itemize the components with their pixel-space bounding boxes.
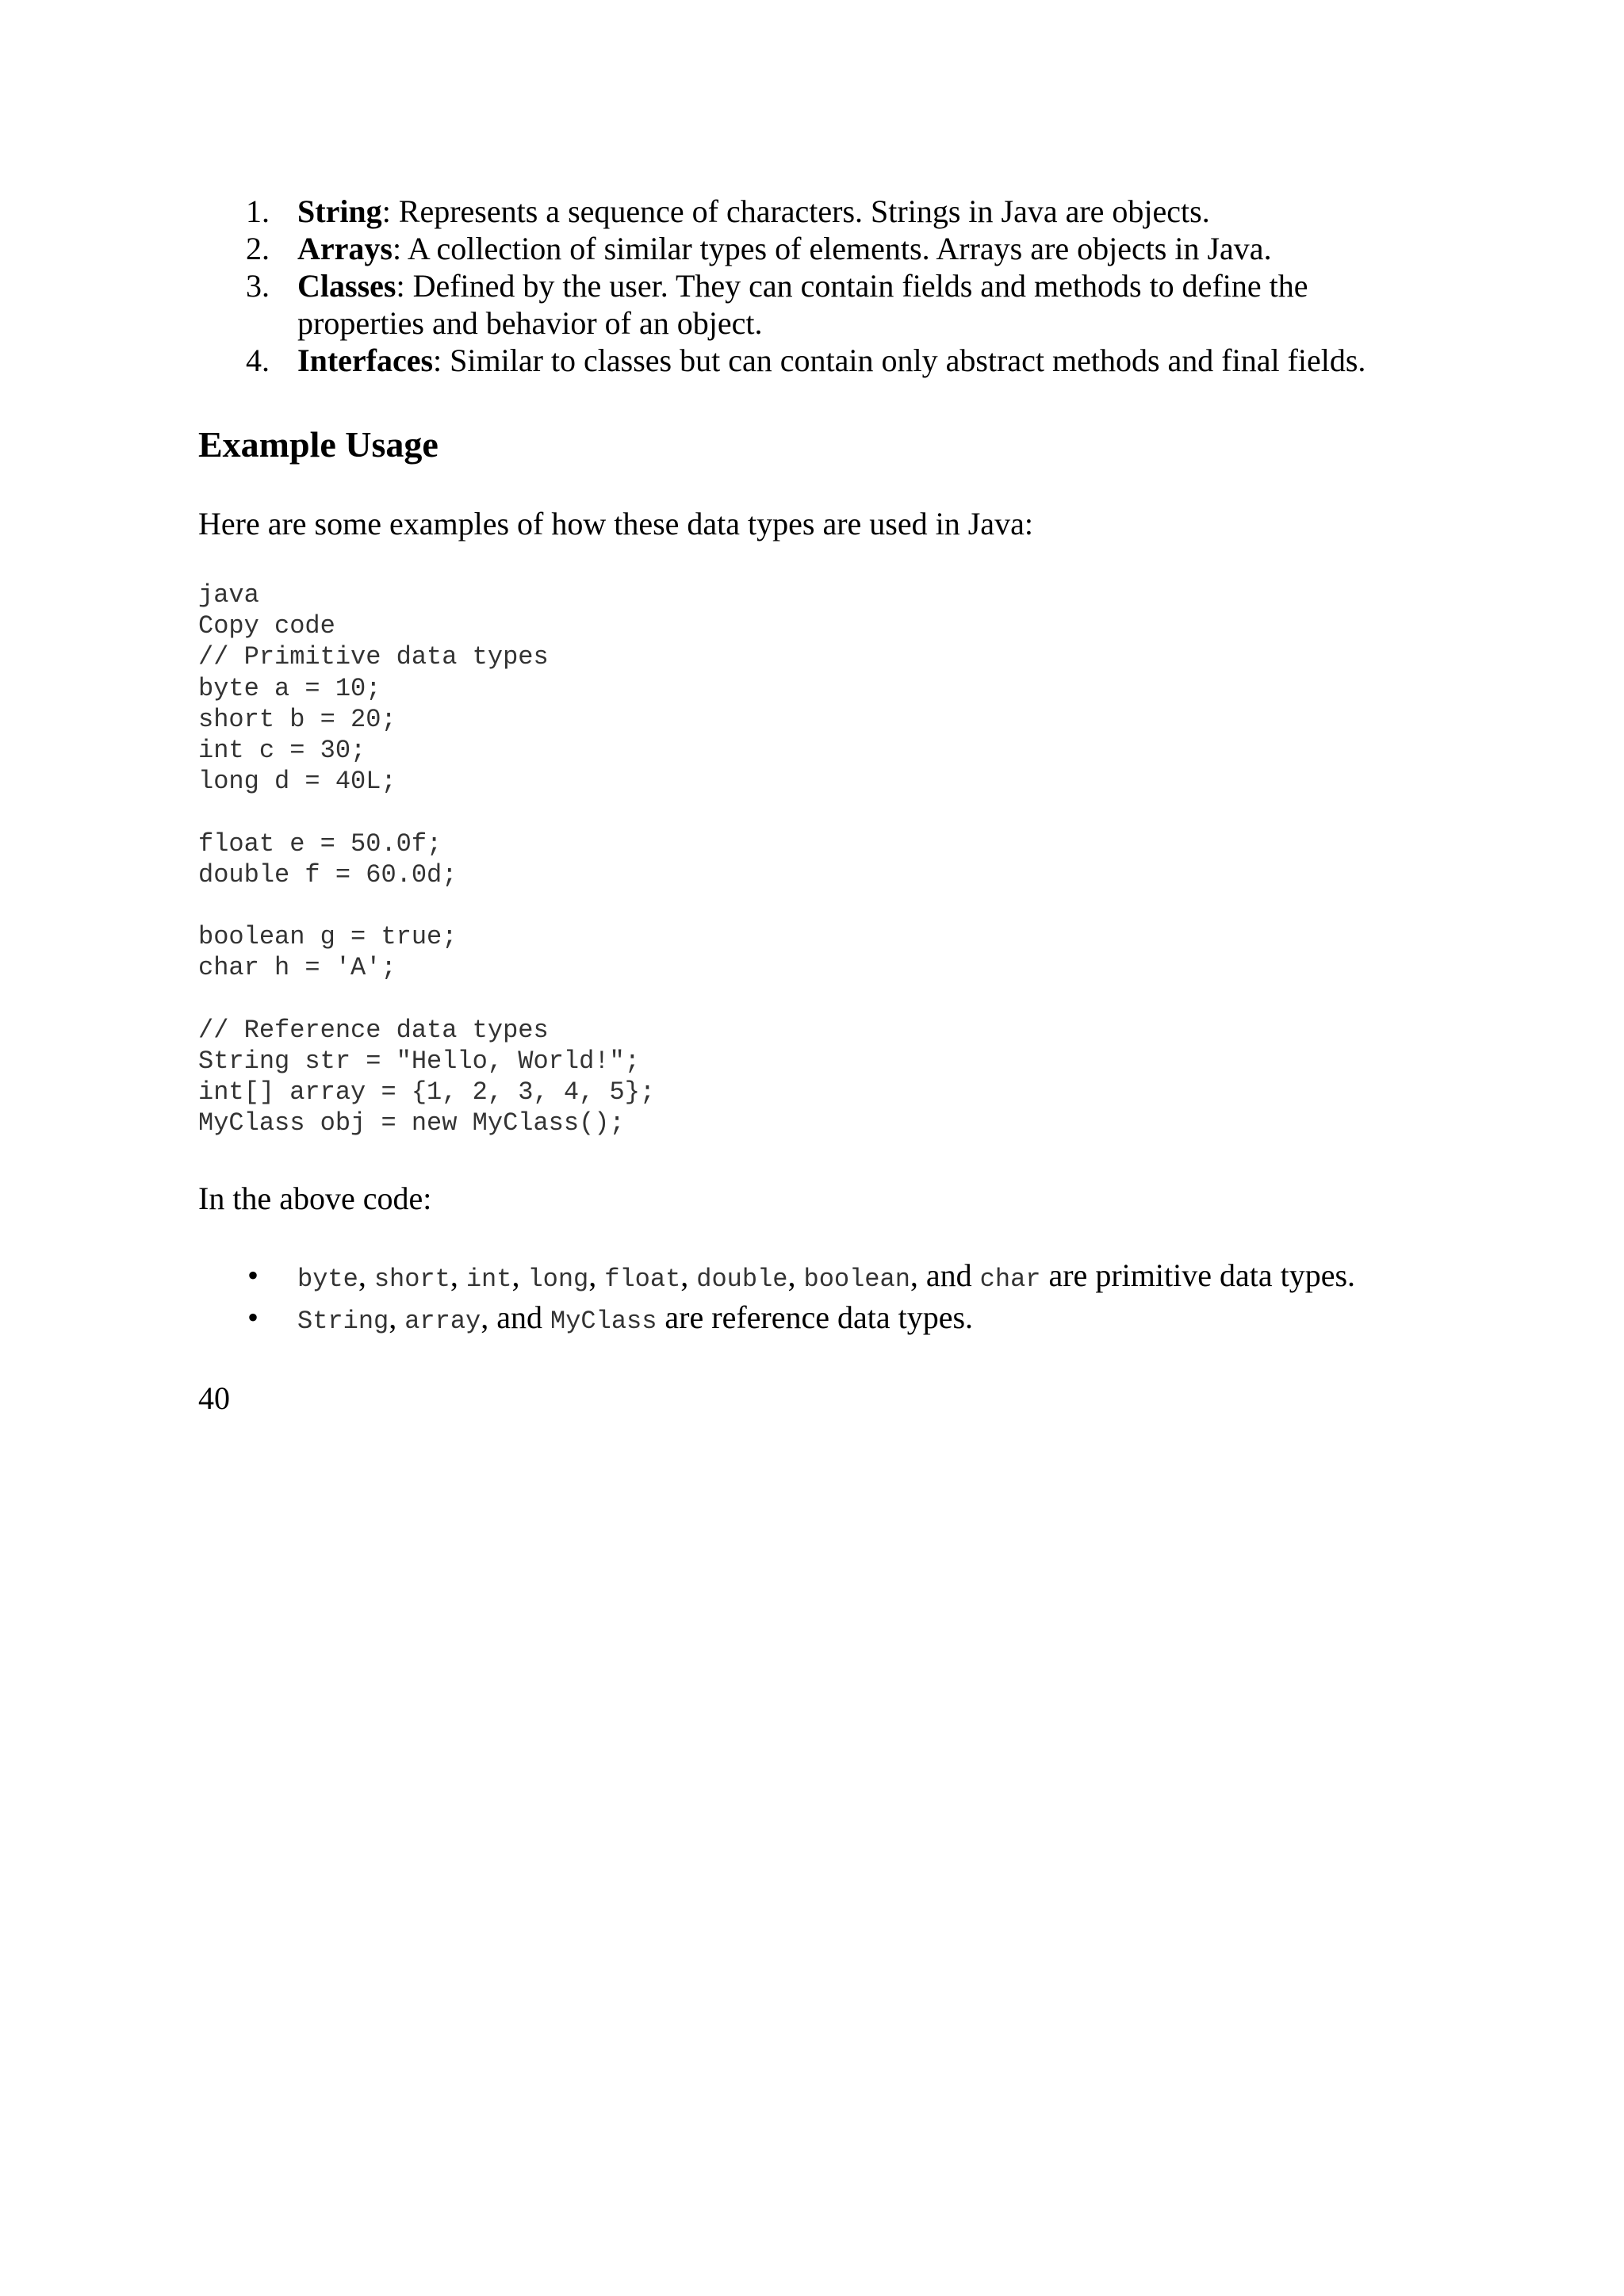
section-heading: Example Usage	[198, 424, 439, 465]
inline-code: array	[404, 1307, 481, 1336]
inline-code: float	[604, 1265, 681, 1294]
bullet-tail-text: are reference data types.	[657, 1299, 974, 1335]
bullet-list	[198, 1257, 1467, 1341]
separator-text: ,	[787, 1257, 804, 1293]
inline-code: char	[979, 1265, 1041, 1294]
separator-text: ,	[511, 1257, 528, 1293]
separator-text: ,	[450, 1257, 466, 1293]
list-text: : A collection of similar types of elements. Arrays are objects in Java.	[392, 231, 1272, 266]
code-block: java Copy code // Primitive data types byte a = 10; short b = 20; int c = 30; long d = 40L; float e = 50.0f; double f = 60.0d; boolean g = true; char h = 'A'; // Reference data types String str = "Hello, World!"; int[] array = {1, 2, 3, 4, 5}; MyClass obj = new MyClass();	[198, 580, 656, 1138]
list-term: Arrays	[297, 231, 393, 266]
inline-code: boolean	[803, 1265, 910, 1294]
list-term: Interfaces	[297, 342, 434, 378]
inline-code: double	[696, 1265, 788, 1294]
list-item	[198, 267, 1435, 342]
list-item	[198, 342, 1435, 379]
list-number: 3.	[246, 268, 270, 304]
list-number: 2.	[246, 231, 270, 266]
list-number: 1.	[246, 193, 270, 229]
list-number: 4.	[246, 342, 270, 378]
list-item-primitive	[198, 1257, 1467, 1299]
bullet-tail-text: are primitive data types.	[1040, 1257, 1356, 1293]
list-text: : Represents a sequence of characters. Strings in Java are objects.	[381, 193, 1210, 229]
page-number: 40	[198, 1380, 230, 1416]
list-item-reference	[198, 1299, 1467, 1341]
separator-text: , and	[481, 1299, 550, 1335]
list-text: : Defined by the user. They can contain fields and methods to define the properties and behavior of an object.	[297, 268, 1308, 341]
inline-code: short	[373, 1265, 450, 1294]
list-item	[198, 193, 1435, 230]
bullet-icon: •	[247, 1257, 259, 1293]
list-item	[198, 230, 1435, 267]
reference-types-list	[198, 193, 1435, 379]
inline-code: String	[297, 1307, 389, 1336]
inline-code: MyClass	[550, 1307, 657, 1336]
bullet-icon: •	[247, 1299, 259, 1335]
list-term: Classes	[297, 268, 396, 304]
explanation-paragraph: In the above code:	[198, 1181, 432, 1216]
separator-text: ,	[680, 1257, 697, 1293]
separator-text: ,	[588, 1257, 605, 1293]
separator-text: , and	[910, 1257, 980, 1293]
separator-text: ,	[389, 1299, 405, 1335]
list-text: : Similar to classes but can contain only abstract methods and final fields.	[433, 342, 1366, 378]
list-term: String	[297, 193, 382, 229]
intro-paragraph: Here are some examples of how these data types are used in Java:	[198, 506, 1033, 541]
inline-code: byte	[297, 1265, 358, 1294]
inline-code: int	[465, 1265, 512, 1294]
inline-code: long	[527, 1265, 589, 1294]
separator-text: ,	[358, 1257, 374, 1293]
